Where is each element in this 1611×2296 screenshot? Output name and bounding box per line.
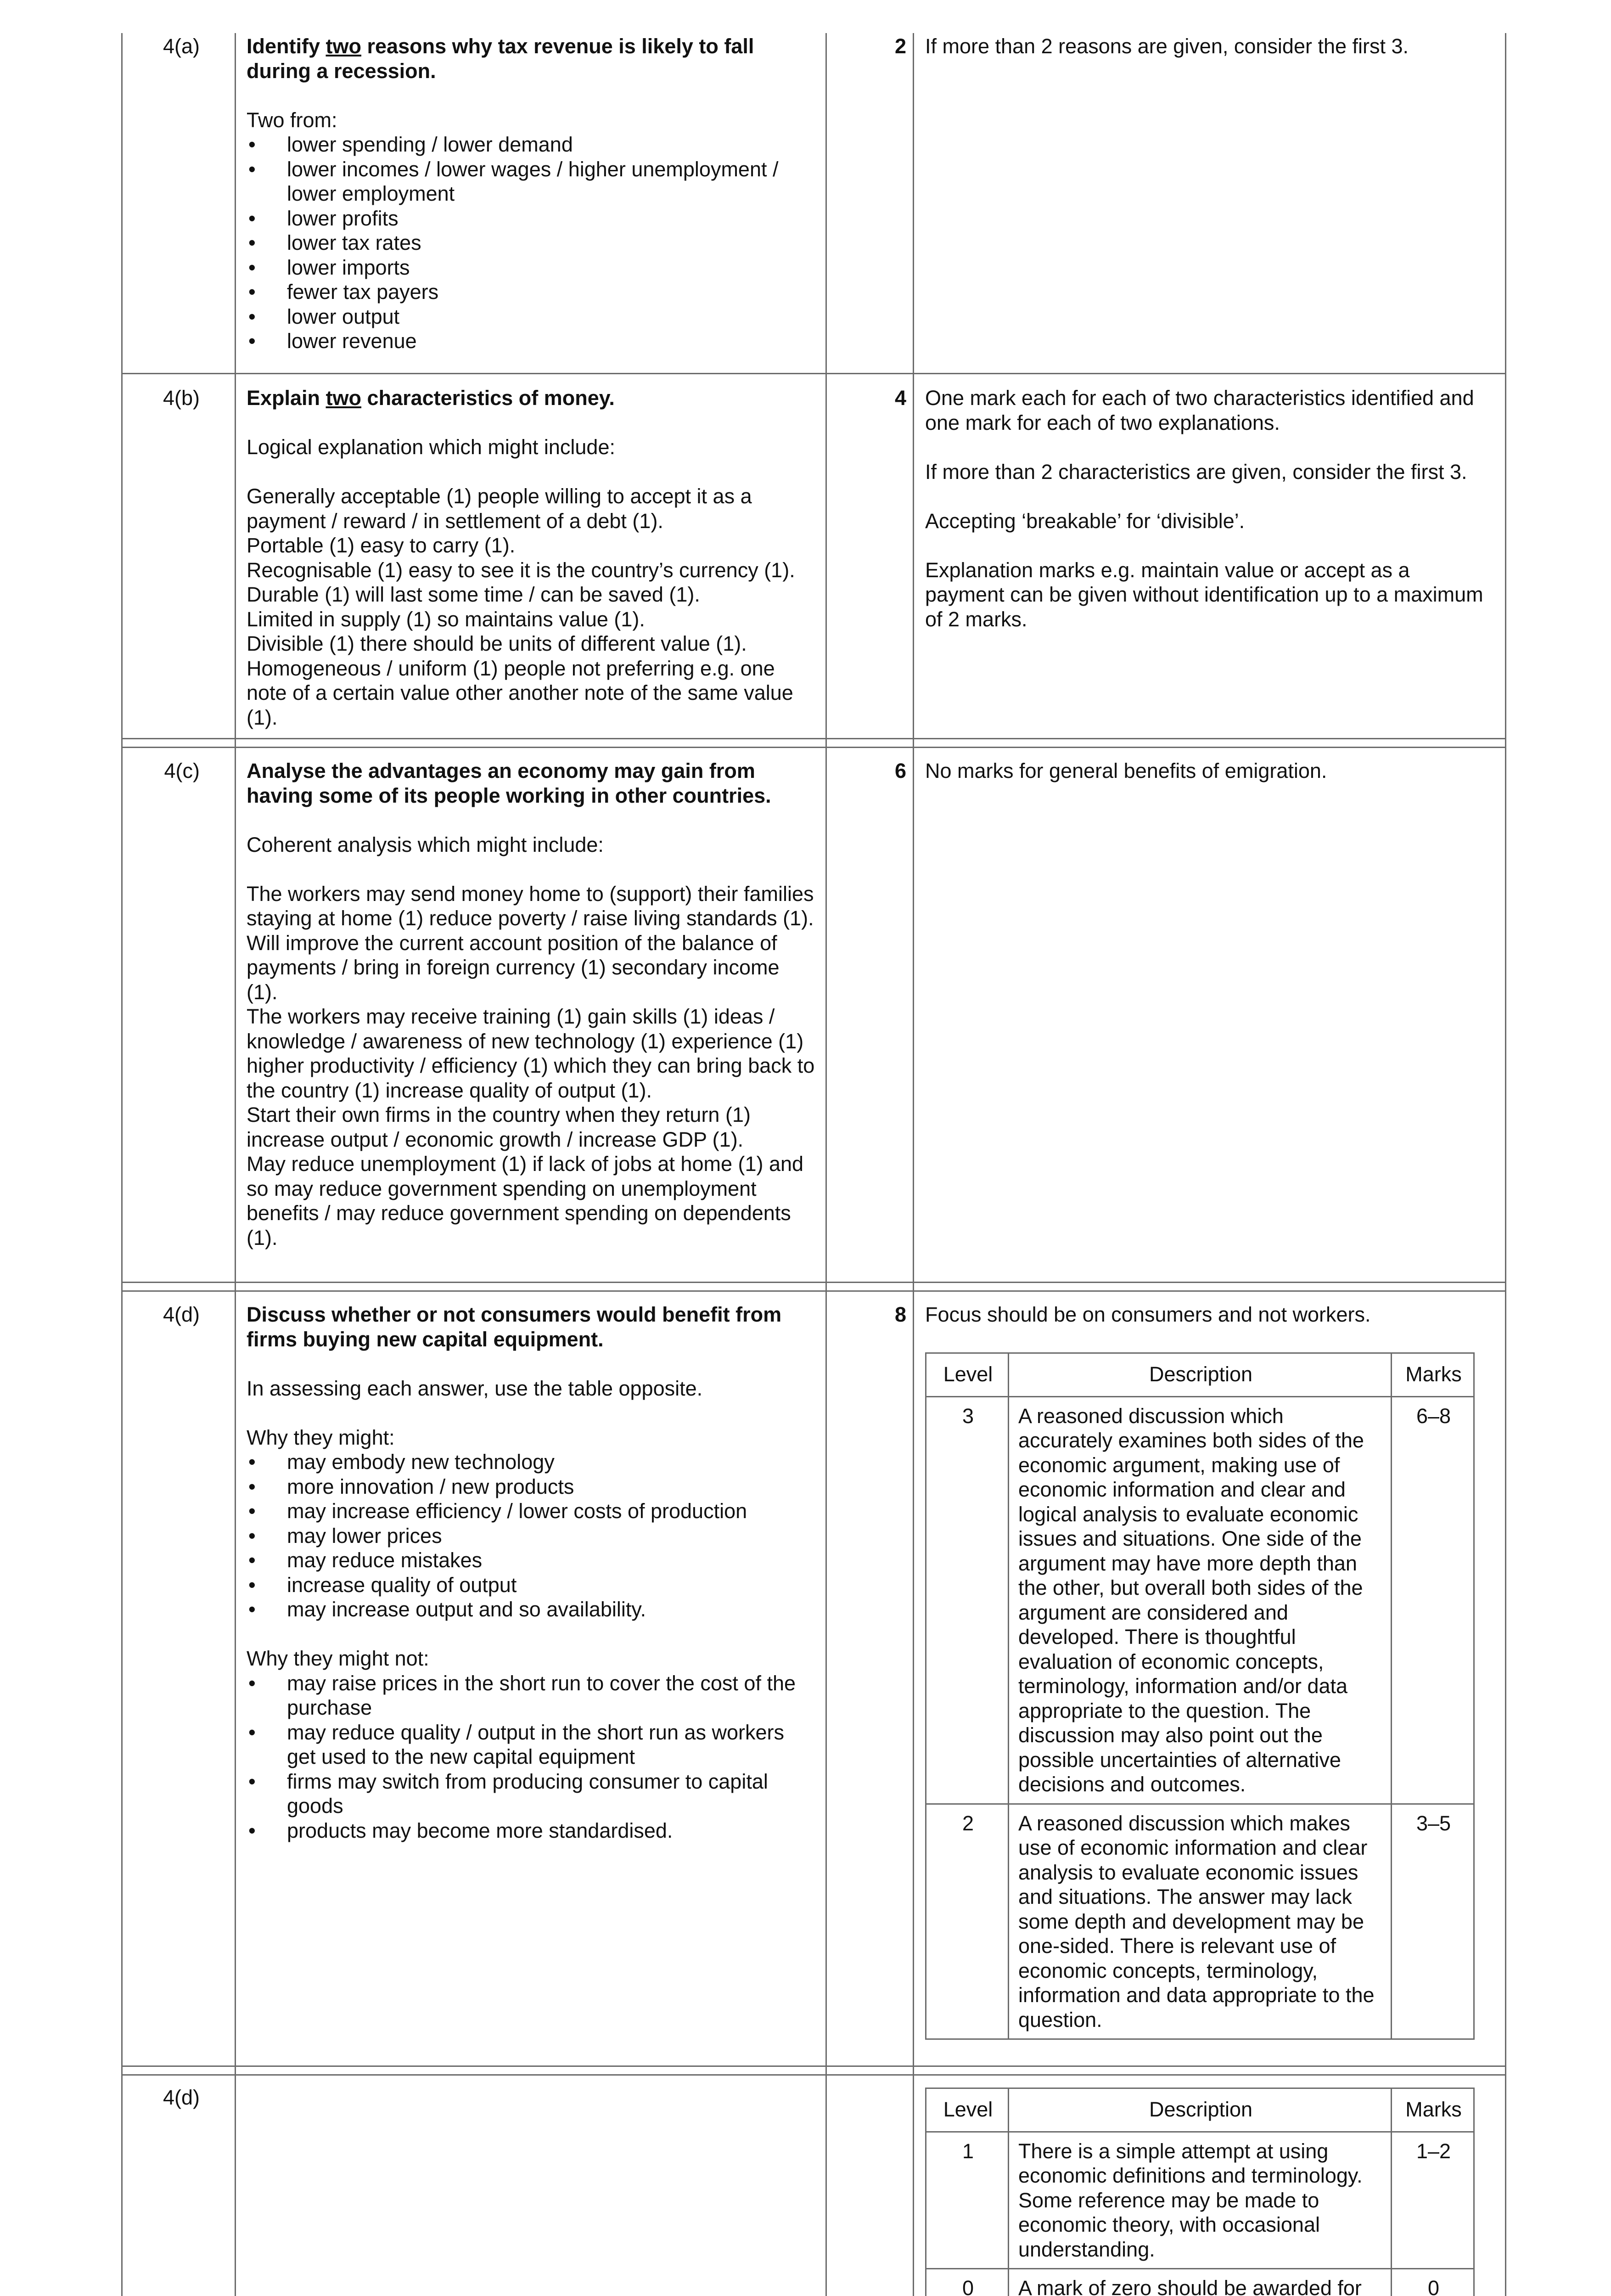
row-divider [121,747,1506,748]
list-item: • lower output [247,304,816,329]
list-item: • fewer tax payers [247,280,816,304]
level-value: 1 [926,2132,1009,2269]
guidance-text: If more than 2 characteristics are given, consider the first 3. [925,460,1467,484]
answer-line: Limited in supply (1) so maintains value (1). [247,607,645,631]
answer-line: Start their own firms in the country when they return (1) increase output / economic growth / increase GDP (1). [247,1103,751,1151]
answer-intro: Two from: [247,108,337,132]
guidance-text: Explanation marks e.g. maintain value or accept as a payment can be given without identification up to a maximum of 2 marks. [925,558,1483,631]
level-header: Level [926,1353,1009,1397]
level-description: A mark of zero should be awarded for [1009,2269,1392,2296]
question-prompt: Analyse the advantages an economy may gain from having some of its people working in other countries. [247,759,771,807]
marks-header: Marks [1392,1353,1474,1397]
answer-line: Generally acceptable (1) people willing to accept it as a payment / reward / in settlement of a debt (1). [247,484,752,533]
level-value: 2 [926,1804,1009,2039]
guidance-text: One mark each for each of two characteristics identified and one mark for each of two explanations. [925,386,1474,434]
answer-list [247,132,816,354]
answer-line: Portable (1) easy to carry (1). [247,534,516,557]
might-not-heading: Why they might not: [247,1647,429,1670]
question-number: 4(d) [163,2086,200,2109]
list-item: • more innovation / new products [247,1474,816,1499]
level-marks: 1–2 [1392,2132,1474,2269]
marks-value: 4 [894,386,906,410]
level-table [925,1352,1475,2040]
list-item: • lower incomes / lower wages / higher unemployment / lower employment [247,157,816,206]
row-divider [121,2065,1506,2067]
row-divider [121,2074,1506,2076]
list-item: • may reduce mistakes [247,1548,816,1573]
question-prompt: Identify two reasons why tax revenue is likely to fall during a recession. [247,34,754,83]
marks-value: 8 [894,1303,906,1326]
level-description: A reasoned discussion which makes use of economic information and clear analysis to evaluate economic issues and situations. The answer may lack some depth and development may be one-sided. There is relevant use of economic concepts, terminology, information and data appropriate to the question. [1009,1804,1392,2039]
guidance-cell [925,34,1494,59]
list-item: • may increase efficiency / lower costs of production [247,1499,816,1524]
list-item: • lower profits [247,206,816,231]
marks-value: 6 [894,759,906,782]
marks-value: 2 [894,34,906,58]
might-list [247,1450,816,1622]
level-description: A reasoned discussion which accurately examines both sides of the economic argument, making use of economic information and clear and logical analysis to evaluate economic issues and situations. One side of the argument may have more depth than the other, but overall both sides of the argument are considered and developed. There is thoughtful evaluation of economic concepts, terminology, information and/or data appropriate to the question. The discussion may also point out the possible uncertainties of alternative decisions and outcomes. [1009,1396,1392,1804]
answer-line: Homogeneous / uniform (1) people not preferring e.g. one note of a certain value other another note of the same value (1). [247,656,793,729]
list-item: • lower tax rates [247,231,816,255]
question-number: 4(a) [163,34,200,58]
level-table-header [926,2088,1474,2132]
answer-line: Will improve the current account position of the balance of payments / bring in foreign currency (1) secondary income (1). [247,931,780,1004]
guidance-text: No marks for general benefits of emigration. [925,759,1327,782]
level-marks: 6–8 [1392,1396,1474,1804]
answer-intro: Logical explanation which might include: [247,435,615,459]
question-prompt: Discuss whether or not consumers would benefit from firms buying new capital equipment. [247,1303,782,1351]
table-row [926,2132,1474,2269]
list-item: • may embody new technology [247,1450,816,1474]
row-divider [121,373,1506,374]
answer-intro: Coherent analysis which might include: [247,833,604,856]
list-item: • lower spending / lower demand [247,132,816,157]
guidance-text: Accepting ‘breakable’ for ‘divisible’. [925,509,1245,533]
answer-cell [247,1302,816,1843]
question-number: 4(d) [163,1303,200,1326]
level-value: 3 [926,1396,1009,1804]
marks-header: Marks [1392,2088,1474,2132]
guidance-cell [925,386,1494,631]
list-item: • may raise prices in the short run to cover the cost of the purchase [247,1671,816,1720]
list-item: • may increase output and so availability. [247,1597,816,1622]
row-divider [121,738,1506,739]
question-number: 4(b) [163,386,200,410]
answer-cell [247,34,816,354]
level-value: 0 [926,2269,1009,2296]
table-row [926,2269,1474,2296]
answer-line: Durable (1) will last some time / can be saved (1). [247,583,700,606]
list-item: • may lower prices [247,1524,816,1548]
list-item: • increase quality of output [247,1573,816,1598]
answer-line: May reduce unemployment (1) if lack of jobs at home (1) and so may reduce government spending on unemployment benefits / may reduce government spending on dependents (1). [247,1152,804,1249]
level-header: Level [926,2088,1009,2132]
row-divider [121,1290,1506,1292]
answer-intro: In assessing each answer, use the table opposite. [247,1376,703,1400]
answer-cell [247,386,816,730]
guidance-text: If more than 2 reasons are given, consider the first 3. [925,34,1409,58]
guidance-cell [925,759,1494,783]
list-item: • may reduce quality / output in the short run as workers get used to the new capital equipment [247,1720,816,1769]
level-marks: 3–5 [1392,1804,1474,2039]
level-table-header [926,1353,1474,1397]
table-row [926,1396,1474,1804]
list-item: • lower revenue [247,329,816,354]
question-prompt: Explain two characteristics of money. [247,386,615,410]
list-item: • firms may switch from producing consumer to capital goods [247,1769,816,1818]
answer-line: Divisible (1) there should be units of different value (1). [247,632,747,655]
might-not-list [247,1671,816,1843]
answer-line: Recognisable (1) easy to see it is the country’s currency (1). [247,558,795,582]
description-header: Description [1009,2088,1392,2132]
might-heading: Why they might: [247,1425,395,1449]
description-header: Description [1009,1353,1392,1397]
list-item: • lower imports [247,255,816,280]
guidance-cell [925,1302,1494,1327]
answer-line: The workers may receive training (1) gain skills (1) ideas / knowledge / awareness of new technology (1) experience (1) higher productivity / efficiency (1) which they can bring back to the country (1) increase quality of output (1). [247,1005,815,1102]
guidance-text: Focus should be on consumers and not workers. [925,1303,1371,1326]
level-description: There is a simple attempt at using economic definitions and terminology. Some reference may be made to economic theory, with occasional understanding. [1009,2132,1392,2269]
row-divider [121,1282,1506,1283]
answer-line: The workers may send money home to (support) their families staying at home (1) reduce poverty / raise living standards (1). [247,882,814,930]
level-marks: 0 [1392,2269,1474,2296]
answer-cell [247,759,816,1250]
table-row [926,1804,1474,2039]
level-table-continued [925,2088,1475,2296]
list-item: • products may become more standardised. [247,1818,816,1843]
question-number: 4(c) [164,759,200,782]
